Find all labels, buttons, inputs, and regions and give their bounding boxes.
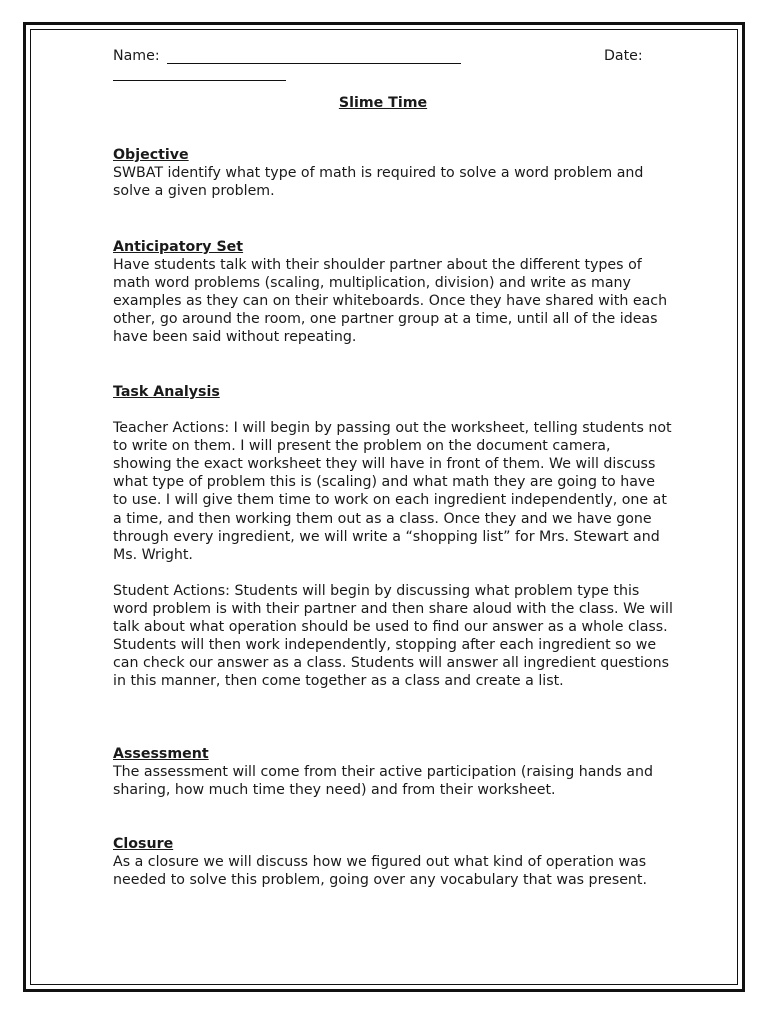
- task-analysis-heading: Task Analysis: [113, 384, 220, 400]
- objective-text: SWBAT identify what type of math is required to solve a word problem and solve a given problem.: [113, 165, 644, 200]
- closure-heading: Closure: [113, 836, 174, 852]
- teacher-actions-text: Teacher Actions: I will begin by passing out the worksheet, telling students not to write on them. I will present the problem on the document camera, showing the exact worksheet they will have in front of them. We will discuss what type of problem this is (scaling) and what math they are going to have to use. I will give them time to work on each ingredient independently, one at a time, and then working them out as a class. Once they and we have gone through every ingredient, we will write a “shopping list” for Mrs. Stewart and Ms. Wright.: [113, 420, 672, 563]
- document-title: Slime Time: [338, 95, 428, 111]
- assessment-section: [113, 745, 673, 799]
- name-label: Name:: [113, 48, 160, 64]
- date-label: Date:: [604, 48, 643, 64]
- anticipatory-set-heading: Anticipatory Set: [113, 239, 244, 255]
- assessment-heading: Assessment: [113, 746, 209, 762]
- date-blank-line: [113, 80, 286, 81]
- assessment-text: The assessment will come from their active participation (raising hands and sharing, how much time they need) and from their worksheet.: [113, 764, 653, 799]
- spacer: [113, 401, 673, 419]
- objective-heading: Objective: [113, 147, 189, 163]
- closure-section: [113, 835, 673, 889]
- header-line: [113, 46, 673, 66]
- task-analysis-section: [113, 383, 673, 690]
- anticipatory-set-section: [113, 238, 673, 347]
- student-actions-text: Student Actions: Students will begin by discussing what problem type this word problem is with their partner and then share aloud with the class. We will talk about what operation should be used to find our answer as a whole class. Students will then work independently, stopping after each ingredient so we can check our answer as a class. Students will answer all ingredient questions in this manner, then come together as a class and create a list.: [113, 582, 673, 690]
- name-blank-line: [167, 63, 461, 64]
- document-page: [113, 46, 673, 889]
- objective-section: [113, 146, 673, 200]
- closure-text: As a closure we will discuss how we figured out what kind of operation was needed to solve this problem, going over any vocabulary that was present.: [113, 854, 647, 889]
- anticipatory-set-text: Have students talk with their shoulder partner about the different types of math word problems (scaling, multiplication, division) and write as many examples as they can on their whiteboards. Once they have shared with each other, go around the room, one partner group at a time, until all of the ideas have been said without repeating.: [113, 257, 668, 346]
- spacer: [113, 564, 673, 582]
